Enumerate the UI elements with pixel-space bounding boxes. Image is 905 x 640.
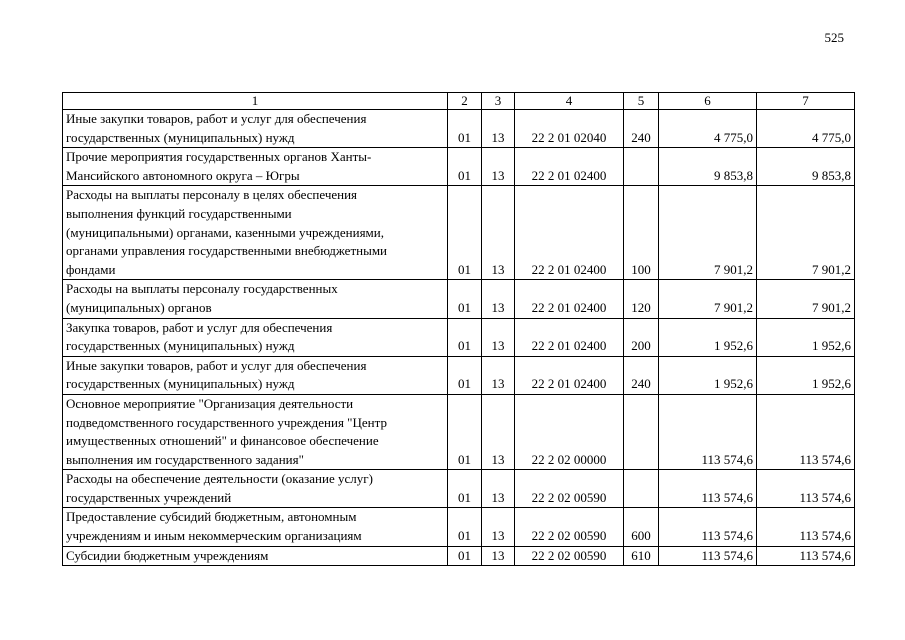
target-article-code: 22 2 01 02400 xyxy=(515,356,624,394)
column-header: 6 xyxy=(659,93,757,110)
target-article-code: 22 2 01 02040 xyxy=(515,110,624,148)
amount-col-7: 113 574,6 xyxy=(757,508,855,546)
item-name: Прочие мероприятия государственных органов Ханты- Мансийского автономного округа – Югры xyxy=(63,148,448,186)
expense-type-code xyxy=(624,470,659,508)
item-name: Основное мероприятие "Организация деятельности подведомственного государственного учреждения "Центр имущественных отношений" и финансовое обеспечение выполнения им государственного задания" xyxy=(63,394,448,469)
section-code: 01 xyxy=(448,546,482,566)
amount-col-7: 1 952,6 xyxy=(757,356,855,394)
amount-col-7: 1 952,6 xyxy=(757,318,855,356)
subsection-code: 13 xyxy=(482,508,515,546)
amount-col-6: 4 775,0 xyxy=(659,110,757,148)
subsection-code: 13 xyxy=(482,318,515,356)
amount-col-7: 7 901,2 xyxy=(757,186,855,280)
target-article-code: 22 2 02 00590 xyxy=(515,546,624,566)
column-header: 5 xyxy=(624,93,659,110)
section-code: 01 xyxy=(448,356,482,394)
item-name: Иные закупки товаров, работ и услуг для обеспечения государственных (муниципальных) нужд xyxy=(63,356,448,394)
subsection-code: 13 xyxy=(482,356,515,394)
section-code: 01 xyxy=(448,318,482,356)
column-header: 2 xyxy=(448,93,482,110)
expense-type-code: 120 xyxy=(624,280,659,318)
section-code: 01 xyxy=(448,110,482,148)
section-code: 01 xyxy=(448,394,482,469)
target-article-code: 22 2 02 00590 xyxy=(515,508,624,546)
amount-col-7: 7 901,2 xyxy=(757,280,855,318)
expense-type-code: 240 xyxy=(624,110,659,148)
section-code: 01 xyxy=(448,280,482,318)
column-header: 3 xyxy=(482,93,515,110)
amount-col-7: 4 775,0 xyxy=(757,110,855,148)
item-name: Субсидии бюджетным учреждениям xyxy=(63,546,448,566)
amount-col-6: 1 952,6 xyxy=(659,318,757,356)
expense-type-code: 240 xyxy=(624,356,659,394)
item-name: Расходы на выплаты персоналу в целях обеспечения выполнения функций государственными (муниципальными) органами, казенными учреждениями, органами управления государственными внебюджетными фондами xyxy=(63,186,448,280)
item-name: Расходы на выплаты персоналу государственных (муниципальных) органов xyxy=(63,280,448,318)
subsection-code: 13 xyxy=(482,186,515,280)
target-article-code: 22 2 01 02400 xyxy=(515,280,624,318)
section-code: 01 xyxy=(448,186,482,280)
header-row xyxy=(63,93,855,110)
table-row xyxy=(63,318,855,356)
table-row xyxy=(63,394,855,469)
target-article-code: 22 2 01 02400 xyxy=(515,318,624,356)
target-article-code: 22 2 01 02400 xyxy=(515,186,624,280)
amount-col-7: 113 574,6 xyxy=(757,394,855,469)
table-row xyxy=(63,470,855,508)
item-name: Иные закупки товаров, работ и услуг для обеспечения государственных (муниципальных) нужд xyxy=(63,110,448,148)
item-name: Предоставление субсидий бюджетным, автономным учреждениям и иным некоммерческим организациям xyxy=(63,508,448,546)
amount-col-7: 113 574,6 xyxy=(757,546,855,566)
column-header: 4 xyxy=(515,93,624,110)
table-row xyxy=(63,356,855,394)
amount-col-6: 1 952,6 xyxy=(659,356,757,394)
subsection-code: 13 xyxy=(482,546,515,566)
expense-type-code: 200 xyxy=(624,318,659,356)
item-name: Закупка товаров, работ и услуг для обеспечения государственных (муниципальных) нужд xyxy=(63,318,448,356)
amount-col-7: 9 853,8 xyxy=(757,148,855,186)
amount-col-6: 9 853,8 xyxy=(659,148,757,186)
amount-col-6: 7 901,2 xyxy=(659,280,757,318)
target-article-code: 22 2 01 02400 xyxy=(515,148,624,186)
page-number: 525 xyxy=(824,30,844,45)
subsection-code: 13 xyxy=(482,470,515,508)
table-row xyxy=(63,280,855,318)
expense-type-code: 100 xyxy=(624,186,659,280)
subsection-code: 13 xyxy=(482,110,515,148)
table-row xyxy=(63,186,855,280)
amount-col-6: 113 574,6 xyxy=(659,508,757,546)
section-code: 01 xyxy=(448,148,482,186)
expense-type-code: 610 xyxy=(624,546,659,566)
table-row xyxy=(63,148,855,186)
column-header: 7 xyxy=(757,93,855,110)
amount-col-6: 113 574,6 xyxy=(659,546,757,566)
subsection-code: 13 xyxy=(482,280,515,318)
item-name: Расходы на обеспечение деятельности (оказание услуг) государственных учреждений xyxy=(63,470,448,508)
budget-table xyxy=(62,92,855,566)
expense-type-code xyxy=(624,394,659,469)
amount-col-6: 113 574,6 xyxy=(659,470,757,508)
expense-type-code xyxy=(624,148,659,186)
subsection-code: 13 xyxy=(482,394,515,469)
table-row xyxy=(63,110,855,148)
subsection-code: 13 xyxy=(482,148,515,186)
amount-col-7: 113 574,6 xyxy=(757,470,855,508)
column-header: 1 xyxy=(63,93,448,110)
amount-col-6: 113 574,6 xyxy=(659,394,757,469)
target-article-code: 22 2 02 00000 xyxy=(515,394,624,469)
section-code: 01 xyxy=(448,470,482,508)
target-article-code: 22 2 02 00590 xyxy=(515,470,624,508)
section-code: 01 xyxy=(448,508,482,546)
expense-type-code: 600 xyxy=(624,508,659,546)
amount-col-6: 7 901,2 xyxy=(659,186,757,280)
table-row xyxy=(63,508,855,546)
table-row xyxy=(63,546,855,566)
